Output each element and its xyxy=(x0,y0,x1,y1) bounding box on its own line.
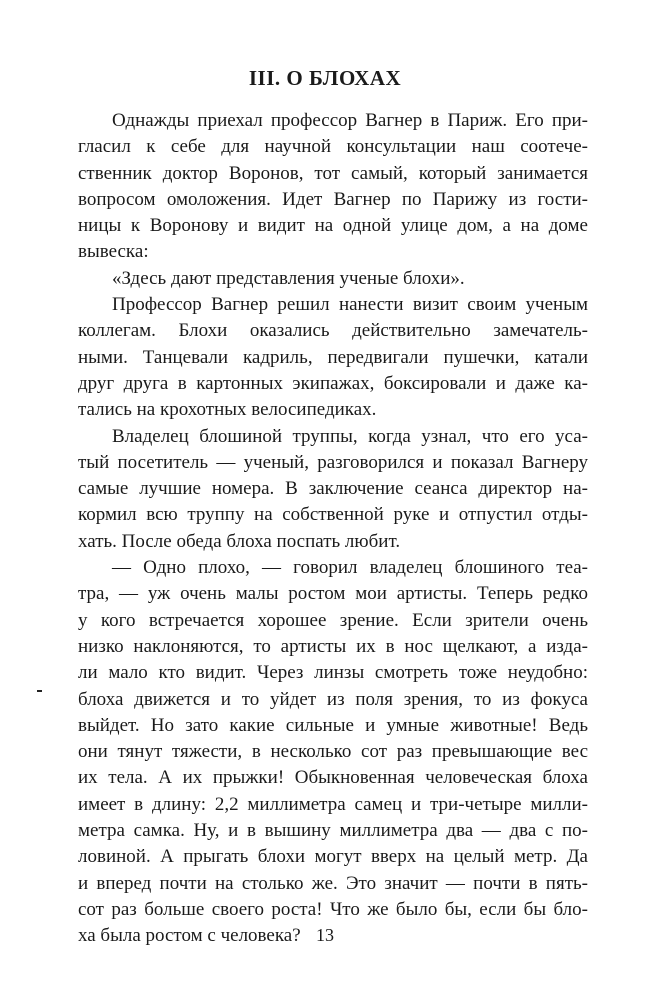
text-line: сот раз больше своего роста! Что же было бы, если бы бло- xyxy=(78,898,588,920)
text-line: метра самка. Ну, и в вышину миллиметра два — два с по- xyxy=(78,820,588,842)
text-line: ными. Танцевали кадриль, передвигали пушечки, катали xyxy=(78,346,588,368)
margin-mark xyxy=(37,690,42,692)
text-line: ха была ростом с человека? xyxy=(78,925,301,947)
text-line: имеет в длину: 2,2 миллиметра самец и три-четыре милли- xyxy=(78,793,588,815)
text-line: тый посетитель — ученый, разговорился и показал Вагнеру xyxy=(78,451,588,473)
text-line: Владелец блошиной труппы, когда узнал, что его уса- xyxy=(112,425,588,447)
text-line: их тела. А их прыжки! Обыкновенная человеческая блоха xyxy=(78,767,588,789)
text-line: ли мало кто видит. Через линзы смотреть тоже неудобно: xyxy=(78,662,588,684)
text-line: вопросом омоложения. Идет Вагнер по Парижу из гости- xyxy=(78,188,588,210)
text-line: самые лучшие номера. В заключение сеанса директор на- xyxy=(78,478,588,500)
text-line: ловиной. А прыгать блохи могут вверх на целый метр. Да xyxy=(78,846,588,868)
text-line: друг друга в картонных экипажах, боксировали и даже ка- xyxy=(78,372,588,394)
text-line: кормил всю труппу на собственной руке и отпустил отды- xyxy=(78,504,588,526)
text-line: ственник доктор Воронов, тот самый, который занимается xyxy=(78,162,588,184)
text-line: коллегам. Блохи оказались действительно замечатель- xyxy=(78,320,588,342)
text-line: Однажды приехал профессор Вагнер в Париж. Его при- xyxy=(112,110,588,131)
text-line: тались на крохотных велосипедиках. xyxy=(78,399,377,421)
text-line: хать. После обеда блоха поспать любит. xyxy=(78,530,401,552)
body-text xyxy=(78,108,588,950)
text-line: у кого встречается хорошее зрение. Если зрители очень xyxy=(78,609,588,631)
text-line: вывеска: xyxy=(78,241,149,263)
text-line: они тянут тяжести, в несколько сот раз превышающие вес xyxy=(78,741,588,763)
text-line: «Здесь дают представления ученые блохи». xyxy=(112,267,465,289)
text-line: низко наклоняются, то артисты их в нос щелкают, а изда- xyxy=(78,635,588,657)
text-line: ницы к Воронову и видит на одной улице дом, а на доме xyxy=(78,215,588,237)
text-line: и вперед почти на столько же. Это значит — почти в пять- xyxy=(78,872,588,894)
text-line: гласил к себе для научной консультации наш соотече- xyxy=(78,136,588,158)
page-number: 13 xyxy=(316,925,334,945)
text-line: Профессор Вагнер решил нанести визит своим ученым xyxy=(112,294,588,316)
text-line: блоха движется и то уйдет из поля зрения, то из фокуса xyxy=(78,688,588,710)
text-line: — Одно плохо, — говорил владелец блошиного теа- xyxy=(112,557,588,579)
text-line: выйдет. Но зато какие сильные и умные животные! Ведь xyxy=(78,714,588,736)
text-line: тра, — уж очень малы ростом мои артисты. Теперь редко xyxy=(78,583,588,605)
chapter-title: III. О БЛОХАХ xyxy=(248,66,402,90)
